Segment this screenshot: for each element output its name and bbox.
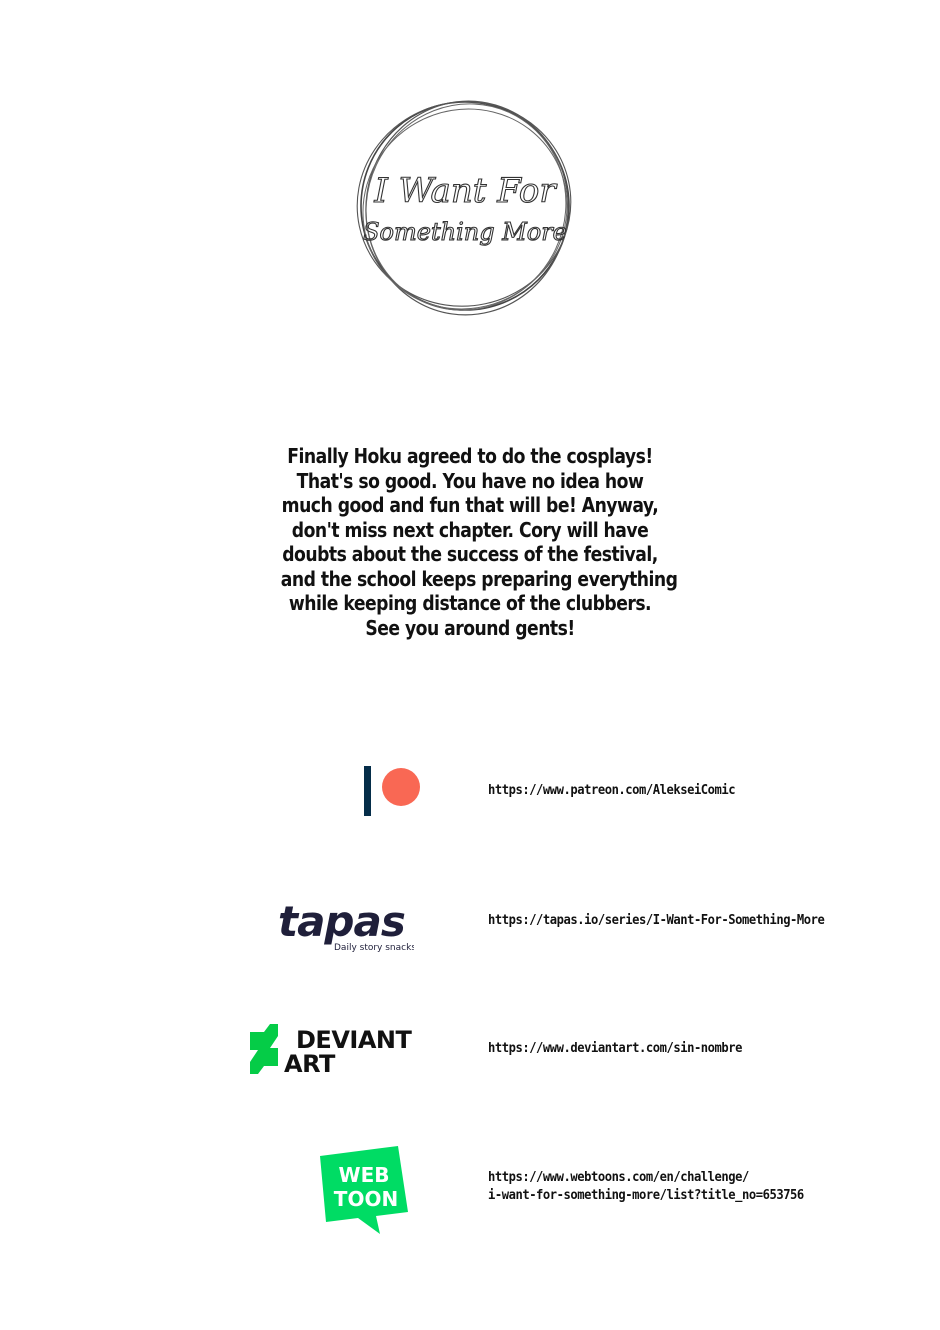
deviantart-row — [0, 1018, 940, 1078]
message-line: while keeping distance of the clubbers. — [288, 591, 652, 615]
tapas-logo[interactable] — [274, 896, 414, 956]
title-logo-rings — [350, 88, 580, 328]
patreon-icon[interactable] — [362, 764, 422, 818]
message-line: That's so good. You have no idea how — [296, 468, 644, 493]
deviantart-logo[interactable] — [248, 1022, 428, 1076]
title-line-2: Something More — [363, 218, 567, 246]
webtoon-row — [0, 1140, 940, 1240]
tapas-link[interactable]: https://tapas.io/series/I-Want-For-Something-More — [488, 912, 825, 928]
deviantart-icon — [250, 1024, 278, 1074]
tapas-row — [0, 890, 940, 960]
webtoon-logo-line-1: WEB — [338, 1163, 390, 1187]
webtoon-link-line-1: https://www.webtoons.com/en/challenge/ — [488, 1169, 749, 1185]
deviantart-link[interactable]: https://www.deviantart.com/sin-nombre — [488, 1040, 743, 1056]
deviantart-logo-line-2: ART — [284, 1050, 335, 1076]
title-line-1: I Want For — [374, 171, 556, 211]
message-line: don't miss next chapter. Cory will have — [291, 517, 649, 542]
author-message — [280, 444, 678, 640]
tapas-tagline: Daily story snacks — [334, 943, 414, 953]
webtoon-link-line-2: i-want-for-something-more/list?title_no=653756 — [488, 1187, 804, 1203]
webtoon-link[interactable] — [488, 1168, 804, 1204]
message-line: See you around gents! — [365, 615, 575, 640]
patreon-link[interactable]: https://www.patreon.com/AlekseiComic — [488, 782, 736, 798]
webtoon-logo-line-2: TOON — [333, 1187, 399, 1211]
tapas-logo-text: tapas — [278, 897, 405, 946]
title-logo — [350, 88, 580, 328]
message-line: much good and fun that will be! Anyway, — [281, 493, 659, 517]
message-line: Finally Hoku agreed to do the cosplays! — [287, 444, 653, 468]
webtoon-logo[interactable] — [314, 1142, 414, 1238]
message-line: and the school keeps preparing everything — [280, 566, 678, 591]
deviantart-logo-line-1: DEVIANT — [296, 1026, 412, 1054]
patreon-row — [0, 760, 940, 820]
message-line: doubts about the success of the festival, — [282, 542, 658, 566]
